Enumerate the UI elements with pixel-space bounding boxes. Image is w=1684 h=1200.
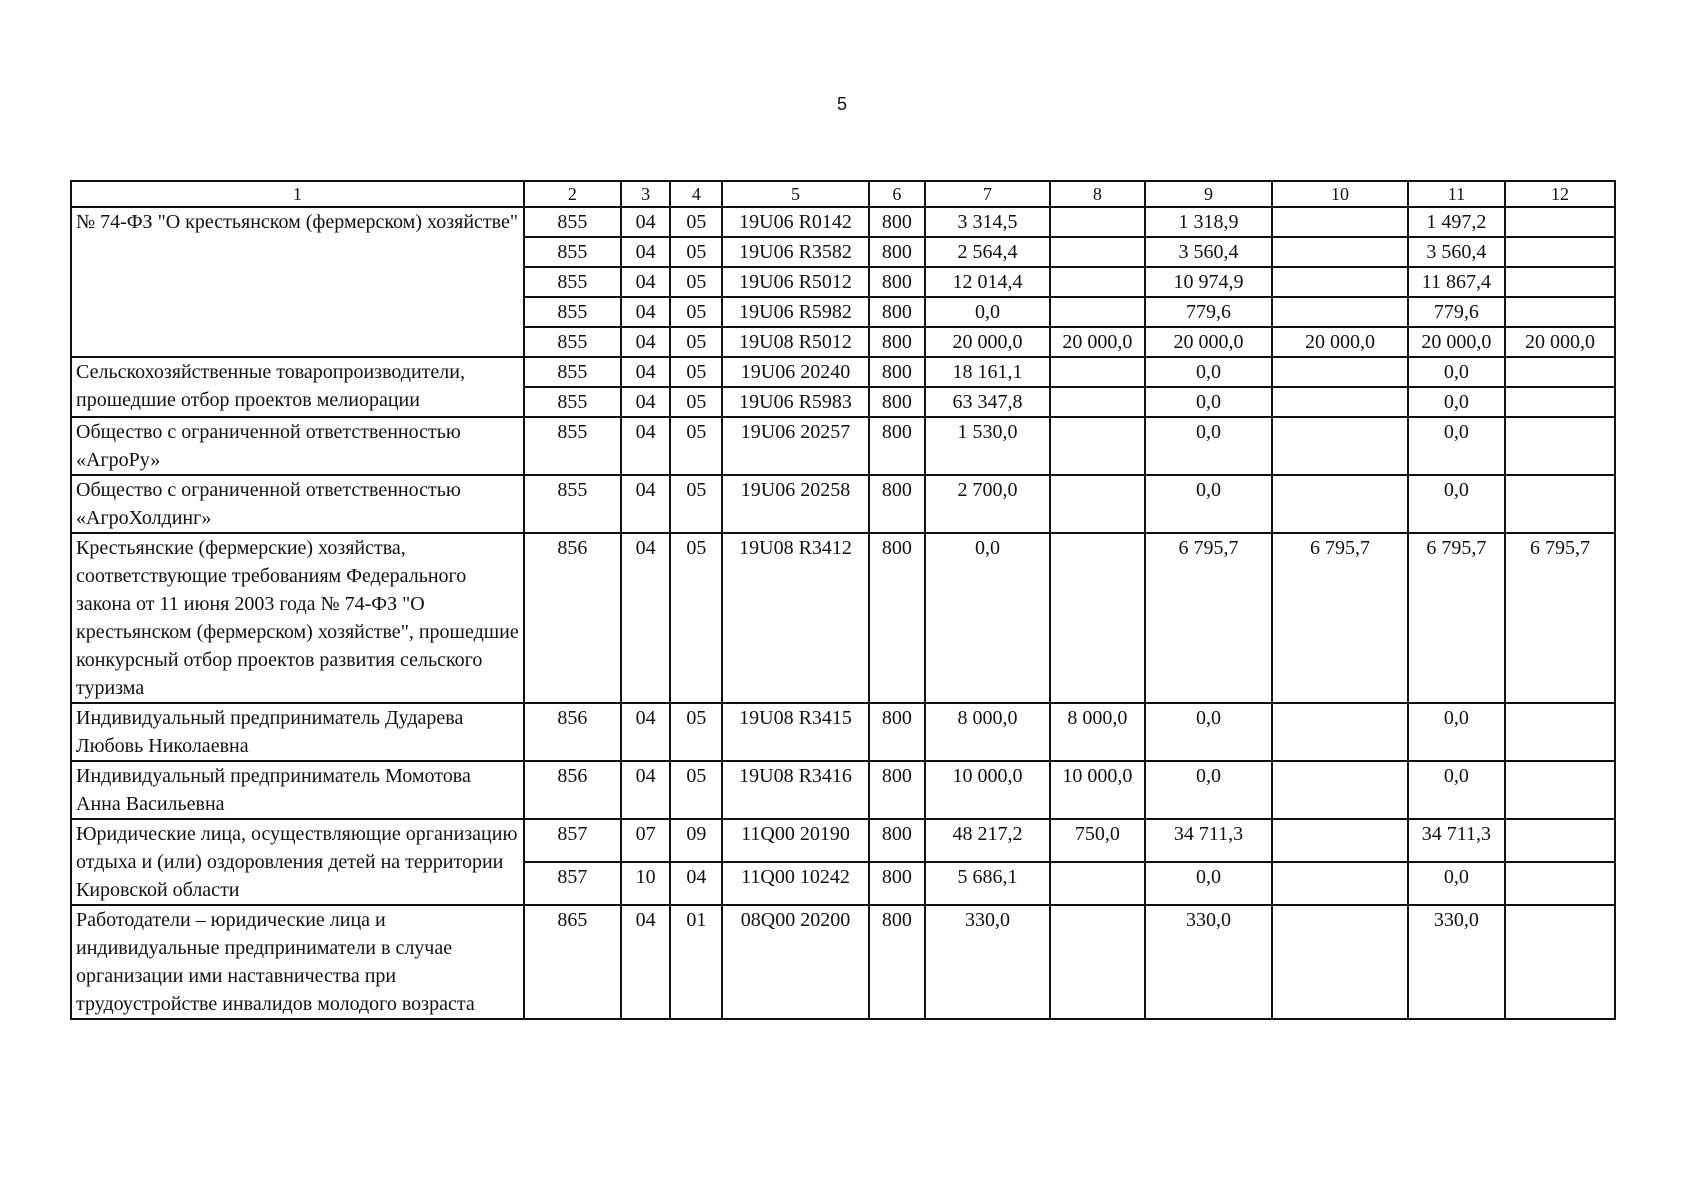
cell-col-8 — [1050, 905, 1145, 1019]
cell-col-10: 6 795,7 — [1272, 533, 1408, 703]
cell-col-12 — [1505, 357, 1615, 387]
cell-col-9: 34 711,3 — [1145, 819, 1272, 862]
cell-col-9: 1 318,9 — [1145, 207, 1272, 237]
cell-col-4: 05 — [670, 237, 722, 267]
cell-col-10 — [1272, 207, 1408, 237]
cell-col-12 — [1505, 703, 1615, 761]
column-number: 5 — [722, 181, 869, 207]
cell-col-4: 05 — [670, 703, 722, 761]
cell-col-5: 19U06 20257 — [722, 417, 869, 475]
cell-col-2: 865 — [524, 905, 621, 1019]
recipient-name: № 74-ФЗ "О крестьянском (фермерском) хозяйстве" — [71, 207, 524, 357]
cell-col-7: 48 217,2 — [925, 819, 1050, 862]
column-number: 1 — [71, 181, 524, 207]
column-number: 11 — [1408, 181, 1505, 207]
cell-col-8 — [1050, 297, 1145, 327]
cell-col-3: 04 — [621, 533, 671, 703]
cell-col-3: 04 — [621, 761, 671, 819]
cell-col-8: 10 000,0 — [1050, 761, 1145, 819]
table-row — [71, 703, 1615, 761]
column-number: 9 — [1145, 181, 1272, 207]
cell-col-10: 20 000,0 — [1272, 327, 1408, 357]
cell-col-6: 800 — [869, 905, 925, 1019]
cell-col-8 — [1050, 207, 1145, 237]
cell-col-11: 1 497,2 — [1408, 207, 1505, 237]
table-row — [71, 533, 1615, 703]
cell-col-3: 04 — [621, 387, 671, 417]
cell-col-2: 855 — [524, 475, 621, 533]
cell-col-12 — [1505, 237, 1615, 267]
cell-col-12 — [1505, 387, 1615, 417]
cell-col-6: 800 — [869, 819, 925, 862]
cell-col-2: 857 — [524, 862, 621, 905]
recipient-name: Индивидуальный предприниматель Дударева Любовь Николаевна — [71, 703, 524, 761]
cell-col-5: 11Q00 10242 — [722, 862, 869, 905]
page-number: 5 — [836, 94, 847, 114]
cell-col-6: 800 — [869, 703, 925, 761]
cell-col-5: 19U08 R3412 — [722, 533, 869, 703]
cell-col-12: 20 000,0 — [1505, 327, 1615, 357]
cell-col-7: 2 700,0 — [925, 475, 1050, 533]
cell-col-10 — [1272, 761, 1408, 819]
cell-col-6: 800 — [869, 533, 925, 703]
cell-col-8 — [1050, 475, 1145, 533]
recipient-name: Общество с ограниченной ответственностью «АгроХолдинг» — [71, 475, 524, 533]
cell-col-8 — [1050, 387, 1145, 417]
cell-col-8 — [1050, 267, 1145, 297]
cell-col-11: 0,0 — [1408, 703, 1505, 761]
cell-col-9: 779,6 — [1145, 297, 1272, 327]
cell-col-8: 750,0 — [1050, 819, 1145, 862]
cell-col-9: 0,0 — [1145, 862, 1272, 905]
cell-col-2: 856 — [524, 533, 621, 703]
cell-col-5: 19U06 20258 — [722, 475, 869, 533]
cell-col-6: 800 — [869, 761, 925, 819]
cell-col-9: 0,0 — [1145, 417, 1272, 475]
column-number: 6 — [869, 181, 925, 207]
cell-col-5: 19U06 R5982 — [722, 297, 869, 327]
cell-col-12 — [1505, 761, 1615, 819]
cell-col-12 — [1505, 267, 1615, 297]
column-number-row — [71, 181, 1615, 207]
cell-col-3: 04 — [621, 207, 671, 237]
cell-col-11: 779,6 — [1408, 297, 1505, 327]
cell-col-10 — [1272, 905, 1408, 1019]
cell-col-7: 0,0 — [925, 533, 1050, 703]
cell-col-2: 855 — [524, 237, 621, 267]
cell-col-9: 20 000,0 — [1145, 327, 1272, 357]
cell-col-11: 6 795,7 — [1408, 533, 1505, 703]
cell-col-3: 07 — [621, 819, 671, 862]
cell-col-6: 800 — [869, 207, 925, 237]
cell-col-2: 855 — [524, 207, 621, 237]
cell-col-11: 0,0 — [1408, 862, 1505, 905]
cell-col-6: 800 — [869, 475, 925, 533]
recipient-name: Крестьянские (фермерские) хозяйства, соответствующие требованиям Федерального закона от 11 июня 2003 года № 74-ФЗ "О крестьянском (фермерском) хозяйстве", прошедшие конкурсный отбор проектов развития сельского туризма — [71, 533, 524, 703]
cell-col-3: 04 — [621, 357, 671, 387]
cell-col-4: 05 — [670, 475, 722, 533]
recipient-name: Сельскохозяйственные товаропроизводители, прошедшие отбор проектов мелиорации — [71, 357, 524, 417]
cell-col-12 — [1505, 297, 1615, 327]
cell-col-5: 19U08 R5012 — [722, 327, 869, 357]
cell-col-7: 330,0 — [925, 905, 1050, 1019]
cell-col-11: 11 867,4 — [1408, 267, 1505, 297]
cell-col-2: 855 — [524, 387, 621, 417]
cell-col-5: 19U06 R3582 — [722, 237, 869, 267]
cell-col-2: 855 — [524, 327, 621, 357]
cell-col-10 — [1272, 819, 1408, 862]
table-row — [71, 819, 1615, 862]
cell-col-9: 0,0 — [1145, 357, 1272, 387]
budget-table — [70, 180, 1616, 1020]
cell-col-2: 856 — [524, 761, 621, 819]
cell-col-11: 0,0 — [1408, 357, 1505, 387]
cell-col-9: 0,0 — [1145, 387, 1272, 417]
cell-col-3: 10 — [621, 862, 671, 905]
cell-col-5: 19U06 R5012 — [722, 267, 869, 297]
cell-col-8 — [1050, 357, 1145, 387]
cell-col-12 — [1505, 905, 1615, 1019]
cell-col-9: 6 795,7 — [1145, 533, 1272, 703]
cell-col-3: 04 — [621, 327, 671, 357]
cell-col-10 — [1272, 267, 1408, 297]
cell-col-11: 0,0 — [1408, 761, 1505, 819]
column-number: 10 — [1272, 181, 1408, 207]
cell-col-9: 10 974,9 — [1145, 267, 1272, 297]
cell-col-11: 330,0 — [1408, 905, 1505, 1019]
cell-col-3: 04 — [621, 237, 671, 267]
cell-col-4: 05 — [670, 267, 722, 297]
cell-col-11: 0,0 — [1408, 417, 1505, 475]
cell-col-4: 05 — [670, 297, 722, 327]
table-row — [71, 417, 1615, 475]
cell-col-9: 330,0 — [1145, 905, 1272, 1019]
cell-col-10 — [1272, 387, 1408, 417]
cell-col-10 — [1272, 237, 1408, 267]
cell-col-2: 855 — [524, 267, 621, 297]
cell-col-3: 04 — [621, 297, 671, 327]
table-row — [71, 207, 1615, 237]
cell-col-5: 11Q00 20190 — [722, 819, 869, 862]
cell-col-7: 1 530,0 — [925, 417, 1050, 475]
cell-col-2: 856 — [524, 703, 621, 761]
cell-col-9: 0,0 — [1145, 703, 1272, 761]
column-number: 7 — [925, 181, 1050, 207]
cell-col-4: 05 — [670, 417, 722, 475]
column-number: 4 — [670, 181, 722, 207]
cell-col-9: 3 560,4 — [1145, 237, 1272, 267]
cell-col-9: 0,0 — [1145, 475, 1272, 533]
cell-col-11: 0,0 — [1408, 387, 1505, 417]
cell-col-10 — [1272, 417, 1408, 475]
cell-col-10 — [1272, 357, 1408, 387]
cell-col-10 — [1272, 703, 1408, 761]
cell-col-6: 800 — [869, 267, 925, 297]
cell-col-3: 04 — [621, 267, 671, 297]
column-number: 3 — [621, 181, 671, 207]
cell-col-3: 04 — [621, 475, 671, 533]
cell-col-11: 3 560,4 — [1408, 237, 1505, 267]
recipient-name: Общество с ограниченной ответственностью «АгроРу» — [71, 417, 524, 475]
cell-col-6: 800 — [869, 237, 925, 267]
table-row — [71, 761, 1615, 819]
cell-col-7: 10 000,0 — [925, 761, 1050, 819]
cell-col-7: 0,0 — [925, 297, 1050, 327]
cell-col-11: 20 000,0 — [1408, 327, 1505, 357]
table-row — [71, 357, 1615, 387]
cell-col-4: 05 — [670, 327, 722, 357]
cell-col-2: 855 — [524, 297, 621, 327]
cell-col-12: 6 795,7 — [1505, 533, 1615, 703]
cell-col-7: 3 314,5 — [925, 207, 1050, 237]
cell-col-6: 800 — [869, 357, 925, 387]
table-row — [71, 905, 1615, 1019]
cell-col-7: 5 686,1 — [925, 862, 1050, 905]
cell-col-4: 04 — [670, 862, 722, 905]
cell-col-11: 0,0 — [1408, 475, 1505, 533]
cell-col-7: 63 347,8 — [925, 387, 1050, 417]
cell-col-12 — [1505, 417, 1615, 475]
recipient-name: Работодатели – юридические лица и индивидуальные предприниматели в случае организации ими наставничества при трудоустройстве инвалидов молодого возраста — [71, 905, 524, 1019]
cell-col-6: 800 — [869, 862, 925, 905]
cell-col-10 — [1272, 862, 1408, 905]
cell-col-7: 18 161,1 — [925, 357, 1050, 387]
cell-col-3: 04 — [621, 703, 671, 761]
cell-col-9: 0,0 — [1145, 761, 1272, 819]
cell-col-3: 04 — [621, 417, 671, 475]
recipient-name: Юридические лица, осуществляющие организацию отдыха и (или) оздоровления детей на территории Кировской области — [71, 819, 524, 905]
recipient-name: Индивидуальный предприниматель Момотова Анна Васильевна — [71, 761, 524, 819]
cell-col-7: 20 000,0 — [925, 327, 1050, 357]
column-number: 8 — [1050, 181, 1145, 207]
cell-col-5: 19U08 R3416 — [722, 761, 869, 819]
cell-col-7: 12 014,4 — [925, 267, 1050, 297]
cell-col-4: 01 — [670, 905, 722, 1019]
cell-col-4: 09 — [670, 819, 722, 862]
cell-col-8: 20 000,0 — [1050, 327, 1145, 357]
cell-col-2: 855 — [524, 357, 621, 387]
cell-col-4: 05 — [670, 207, 722, 237]
cell-col-4: 05 — [670, 387, 722, 417]
cell-col-12 — [1505, 819, 1615, 862]
cell-col-8 — [1050, 862, 1145, 905]
cell-col-5: 19U06 R5983 — [722, 387, 869, 417]
cell-col-6: 800 — [869, 387, 925, 417]
cell-col-6: 800 — [869, 327, 925, 357]
cell-col-8 — [1050, 417, 1145, 475]
cell-col-2: 857 — [524, 819, 621, 862]
table-row — [71, 475, 1615, 533]
cell-col-8 — [1050, 237, 1145, 267]
cell-col-8 — [1050, 533, 1145, 703]
cell-col-5: 08Q00 20200 — [722, 905, 869, 1019]
cell-col-7: 2 564,4 — [925, 237, 1050, 267]
cell-col-2: 855 — [524, 417, 621, 475]
cell-col-7: 8 000,0 — [925, 703, 1050, 761]
cell-col-5: 19U06 20240 — [722, 357, 869, 387]
cell-col-10 — [1272, 297, 1408, 327]
cell-col-4: 05 — [670, 357, 722, 387]
cell-col-6: 800 — [869, 417, 925, 475]
cell-col-5: 19U06 R0142 — [722, 207, 869, 237]
column-number: 12 — [1505, 181, 1615, 207]
column-number: 2 — [524, 181, 621, 207]
cell-col-12 — [1505, 862, 1615, 905]
cell-col-10 — [1272, 475, 1408, 533]
cell-col-6: 800 — [869, 297, 925, 327]
cell-col-4: 05 — [670, 533, 722, 703]
cell-col-11: 34 711,3 — [1408, 819, 1505, 862]
cell-col-3: 04 — [621, 905, 671, 1019]
cell-col-4: 05 — [670, 761, 722, 819]
cell-col-5: 19U08 R3415 — [722, 703, 869, 761]
cell-col-8: 8 000,0 — [1050, 703, 1145, 761]
cell-col-12 — [1505, 207, 1615, 237]
cell-col-12 — [1505, 475, 1615, 533]
